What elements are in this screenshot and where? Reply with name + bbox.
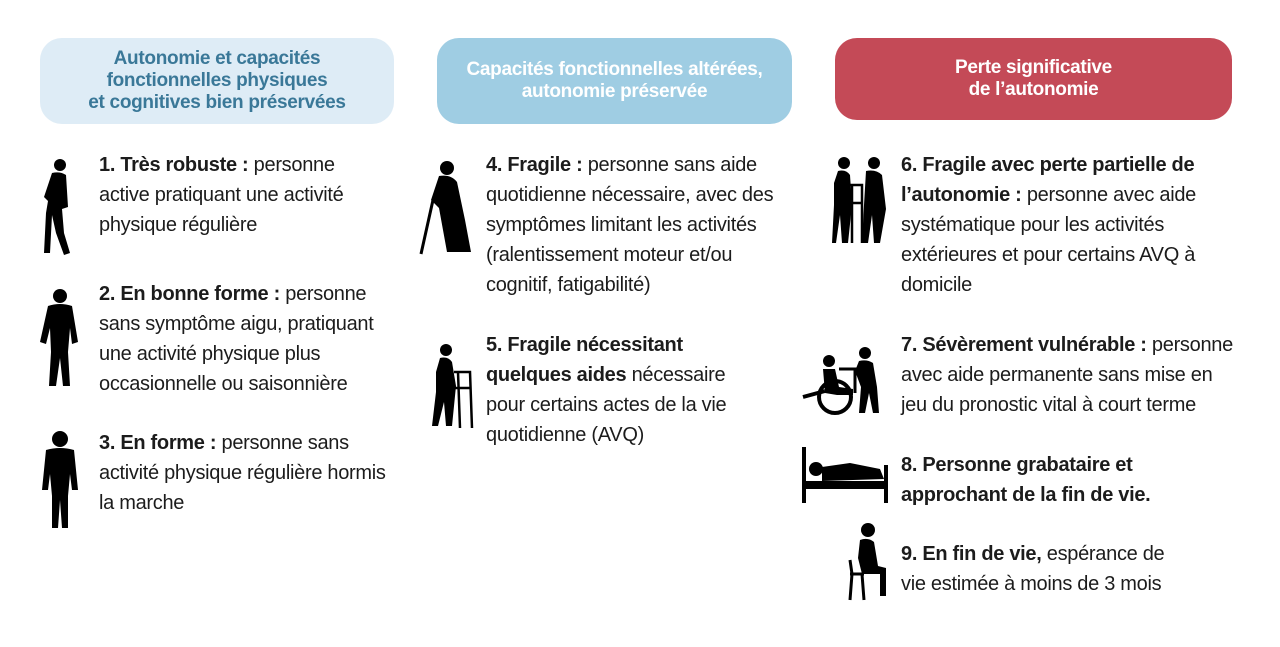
item-description: personne sans symptôme aigu, pratiquant une activité physique plus occasionnelle ou saisonnière bbox=[99, 283, 374, 395]
item-description: personne avec aide permanente sans mise en jeu du pronostic vital à court terme bbox=[901, 334, 1233, 416]
item-label: 4. Fragile : bbox=[486, 154, 583, 176]
item-label: 3. En forme : bbox=[99, 432, 217, 454]
list-item bbox=[99, 428, 401, 518]
category-header-loss-label: Perte significative de l’autonomie bbox=[955, 57, 1112, 100]
category-header-loss bbox=[835, 38, 1232, 120]
item-description: nécessaire pour certains actes de la vie quotidienne (AVQ) bbox=[486, 364, 727, 446]
category-header-altered-label: Capacités fonctionnelles altérées, autonomie préservée bbox=[466, 59, 763, 102]
list-item bbox=[901, 539, 1191, 599]
item-label: 1. Très robuste : bbox=[99, 154, 249, 176]
item-label: 6. Fragile avec perte partielle de l’autonomie : bbox=[901, 154, 1195, 206]
person-with-cane-icon bbox=[417, 160, 473, 258]
bedridden-icon bbox=[800, 445, 890, 505]
item-label: 9. En fin de vie, bbox=[901, 543, 1042, 565]
wheelchair-icon bbox=[795, 347, 887, 417]
list-item bbox=[486, 330, 744, 450]
item-description: personne active pratiquant une activité physique régulière bbox=[99, 154, 344, 236]
category-header-preserved bbox=[40, 38, 394, 124]
item-label: 2. En bonne forme : bbox=[99, 283, 280, 305]
list-item bbox=[901, 150, 1207, 300]
walking-person-icon bbox=[38, 288, 82, 388]
item-description: personne sans activité physique régulière hormis la marche bbox=[99, 432, 386, 514]
list-item bbox=[99, 150, 379, 240]
list-item bbox=[99, 279, 399, 399]
category-header-altered bbox=[437, 38, 792, 124]
item-description: espérance de vie estimée à moins de 3 mois bbox=[901, 543, 1165, 595]
list-item bbox=[486, 150, 786, 300]
category-header-preserved-label: Autonomie et capacités fonctionnelles physiques et cognitives bien préservées bbox=[88, 48, 346, 113]
person-with-walker-icon bbox=[430, 342, 474, 430]
walking-person-icon bbox=[38, 157, 80, 257]
item-description: personne avec aide systématique pour les activités extérieures et pour certains AVQ à domicile bbox=[901, 184, 1196, 296]
seated-person-icon bbox=[846, 522, 892, 602]
list-item bbox=[901, 450, 1191, 510]
assisted-walker-icon bbox=[830, 155, 888, 247]
item-label: 8. Personne grabataire et approchant de la fin de vie. bbox=[901, 454, 1151, 506]
item-description: personne sans aide quotidienne nécessaire, avec des symptômes limitant les activités (ralentissement moteur et/ou cognitif, fatigabilité) bbox=[486, 154, 774, 296]
item-label: 5. Fragile nécessitant quelques aides bbox=[486, 334, 683, 386]
standing-person-icon bbox=[38, 430, 82, 530]
item-label: 7. Sévèrement vulnérable : bbox=[901, 334, 1147, 356]
list-item bbox=[901, 330, 1241, 420]
